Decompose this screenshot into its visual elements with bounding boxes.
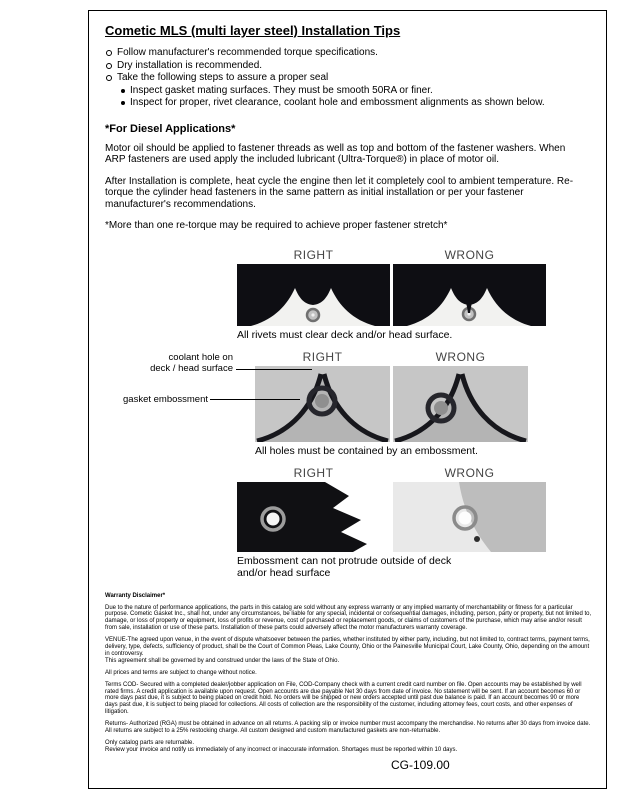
wrong-label: WRONG [435,349,486,364]
list-item [105,72,592,85]
gasket-embossment-callout: gasket embossment [123,393,209,405]
dot-bullet-icon [121,89,125,93]
embossment-callout-line [210,399,300,400]
right-label: RIGHT [302,349,343,364]
diesel-heading: *For Diesel Applications* [105,122,236,135]
figure-caption: Embossment can not protrude outside of deck and/or head surface [237,554,452,579]
wrong-label: WRONG [444,465,495,480]
coolant-hole-callout: coolant hole on deck / head surface [150,351,233,374]
list-item [120,97,592,110]
tip-text: Inspect for proper, rivet clearance, coolant hole and embossment alignments as shown below. [130,97,545,108]
legal-paragraph: Review your invoice and notify us immediately of any incorrect or inaccurate information. Shortages must be reported within 10 days. [105,746,458,753]
diesel-section [105,123,592,232]
wrong-label: WRONG [444,247,495,262]
figure-right-column [237,466,390,552]
tip-text: Inspect gasket mating surfaces. They must be smooth 50RA or finer. [130,84,433,96]
legal-paragraph: VENUE-The agreed upon venue, in the event of dispute whatsoever between the parties, whether instituted by either party, including, but not limited to, contract terms, payment terms, delivery, type, defects, sufficiency of product, shall be the Court of Common Pleas, Lake County, Ohio or the Painesville Municipal Court, Lake County, Ohio, depending on the amount in controversy. [105,637,590,657]
legal-paragraph: Returns- Authorized (RGA) must be obtained in advance on all returns. A packing slip or invoice number must accompany the merchandise. No returns after 30 days from invoice date. All returns are subject to a 25% restocking charge. All custom designed and custom manufactured gaskets are non-returnable. [105,721,591,735]
circle-bullet-icon [106,50,112,56]
coolant-callout-line [236,369,312,370]
circle-bullet-icon [106,63,112,69]
page-content [89,11,606,754]
list-item [105,47,592,60]
figure-wrong-column [393,466,546,552]
legal-paragraph: Only catalog parts are returnable. [105,740,195,746]
right-label: RIGHT [293,247,334,262]
tip-text: Take the following steps to assure a proper seal [117,72,329,83]
figure-caption: All rivets must clear deck and/or head surface. [237,328,453,341]
figure-rivet-clearance [105,248,592,341]
rivet-wrong-diagram [393,264,546,326]
diesel-paragraph: After Installation is complete, heat cycle the engine then let it completely cool to ambient temperature. Re-torque the cylinder head fasteners in the same pattern as initial installation or per your fastener manufacturer's recommendations. [105,175,574,210]
figure-embossment-protrusion [105,466,592,579]
rivet-right-diagram [237,264,390,326]
dot-bullet-icon [121,101,125,105]
tip-text: Dry installation is recommended. [117,59,263,71]
right-label: RIGHT [293,465,334,480]
figure-wrong-column [393,350,528,442]
figure-right-column [255,350,390,442]
warranty-disclaimer-heading: Warranty Disclaimer* [105,592,166,599]
figure-right-column [237,248,390,326]
diesel-paragraph: Motor oil should be applied to fastener threads as well as top and bottom of the fastener washers. When ARP fasteners are used apply the included lubricant (Ultra-Torque®) in place of motor oil. [105,142,566,165]
legal-paragraph: Terms COD- Secured with a completed dealer/jobber application on File, COD-Company check with a current credit card number on file. Open accounts may be established by well rated firms. A credit application is available upon request. Open accounts are due payable Net 30 days from date of invoice. No statement will be sent. If an account becomes 60 or more days past due, it is subject to being placed on credit hold. No orders will be shipped or new orders accepted until past due balance is paid. If an account becomes 90 or more days past due, it is subject to being placed for collections. All costs of collection are the responsibility of the customer, including attorney fees, court costs, and other expenses of litigation. [105,681,582,716]
legal-paragraph: This agreement shall be governed by and construed under the laws of the State of Ohio. [105,657,340,664]
doc-code: CG-109.00 [391,758,450,772]
page-title: Cometic MLS (multi layer steel) Installation Tips [105,23,401,38]
rivet-dot-icon [474,536,480,542]
legal-paragraph: Due to the nature of performance applications, the parts in this catalog are sold without any express warranty or any implied warranty of merchantability or fitness for a particular purpose. Cometic Gasket Inc., shall not, under any circumstances, be liable for any special, incidental or consequential damages, including, person, party or property, but not limited to, damage, or loss of property or equipment, loss of profits or revenue, cost of purchased or replacement goods, or claims of customers of the purchase, which may arise and/or result from sale, installation or use of these parts. Installation of these parts could adversely affect the motor manufacturers warranty coverage. [105,604,592,632]
coolant-hole-icon [315,394,329,408]
coolant-hole-icon [434,401,448,415]
retorque-note: *More than one re-torque may be required to achieve proper fastener stretch* [105,220,448,231]
protrusion-right-diagram [237,482,390,552]
circle-bullet-icon [106,75,112,81]
list-item [105,60,592,73]
embossment-wrong-diagram [393,366,528,442]
tips-list [105,47,592,110]
legal-paragraph: All prices and terms are subject to change without notice. [105,669,257,676]
hole-icon [267,512,280,525]
embossment-right-diagram [255,366,390,442]
tip-text: Follow manufacturer's recommended torque specifications. [117,47,378,58]
protrusion-wrong-diagram [393,482,546,552]
figure-hole-embossment [105,350,592,457]
figure-wrong-column [393,248,546,326]
list-item [120,85,592,98]
warranty-disclaimer-section [105,593,592,754]
figure-caption: All holes must be contained by an embossment. [255,444,478,457]
page-border-frame [88,10,607,789]
hole-icon [459,511,472,524]
